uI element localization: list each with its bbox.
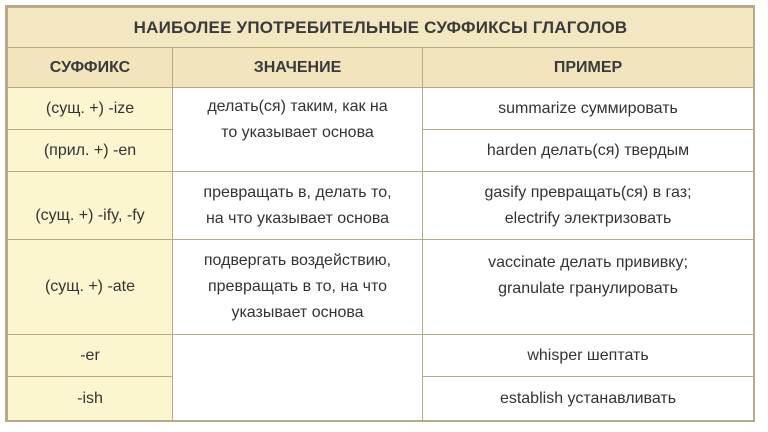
table-row bbox=[8, 240, 754, 335]
meaning-cell bbox=[173, 172, 423, 240]
example-cell bbox=[423, 335, 754, 377]
meaning-line: на что указывает основа bbox=[205, 209, 390, 227]
example-cell bbox=[423, 377, 754, 421]
example-cell bbox=[423, 130, 754, 172]
example-line: summarize суммировать bbox=[498, 99, 678, 117]
meaning-line: указывает основа bbox=[231, 304, 364, 321]
example-line: harden делать(ся) твердым bbox=[486, 141, 690, 159]
meaning-line: то указывает основа bbox=[221, 124, 374, 141]
column-header-meaning: ЗНАЧЕНИЕ bbox=[173, 48, 423, 88]
meaning-cell bbox=[173, 88, 423, 172]
suffix-cell: -ish bbox=[8, 377, 173, 421]
suffix-cell: -er bbox=[8, 335, 173, 377]
example-line: gasify превращать(ся) в газ; bbox=[484, 183, 692, 201]
example-line: whisper шептать bbox=[527, 346, 649, 364]
suffix-cell: (прил. +) -en bbox=[8, 130, 173, 172]
example-line: establish устанавливать bbox=[499, 389, 677, 407]
suffix-table-frame bbox=[5, 5, 755, 422]
meaning-line: превращать в, делать то, bbox=[203, 183, 392, 201]
example-line: vaccinate делать прививку; bbox=[488, 254, 688, 271]
meaning-line: подвергать воздействию, bbox=[203, 252, 392, 269]
example-cell bbox=[423, 88, 754, 130]
verb-suffix-table bbox=[7, 7, 754, 421]
meaning-line: превращать в то, на что bbox=[207, 278, 388, 295]
example-line: granulate гранулировать bbox=[498, 280, 678, 297]
example-line: electrify электризовать bbox=[504, 209, 672, 227]
suffix-cell: (сущ. +) -ize bbox=[8, 88, 173, 130]
table-row bbox=[8, 172, 754, 240]
suffix-cell: (сущ. +) -ate bbox=[8, 240, 173, 335]
column-header-suffix: СУФФИКС bbox=[8, 48, 173, 88]
table-row bbox=[8, 88, 754, 130]
table-title: НАИБОЛЕЕ УПОТРЕБИТЕЛЬНЫЕ СУФФИКСЫ ГЛАГОЛОВ bbox=[8, 8, 754, 48]
example-cell bbox=[423, 240, 754, 335]
example-cell bbox=[423, 172, 754, 240]
meaning-cell bbox=[173, 240, 423, 335]
column-header-example: ПРИМЕР bbox=[423, 48, 754, 88]
table-row bbox=[8, 335, 754, 377]
meaning-line: делать(ся) таким, как на bbox=[207, 98, 388, 115]
meaning-cell-empty bbox=[173, 335, 423, 421]
suffix-cell: (сущ. +) -ify, -fy bbox=[8, 172, 173, 240]
